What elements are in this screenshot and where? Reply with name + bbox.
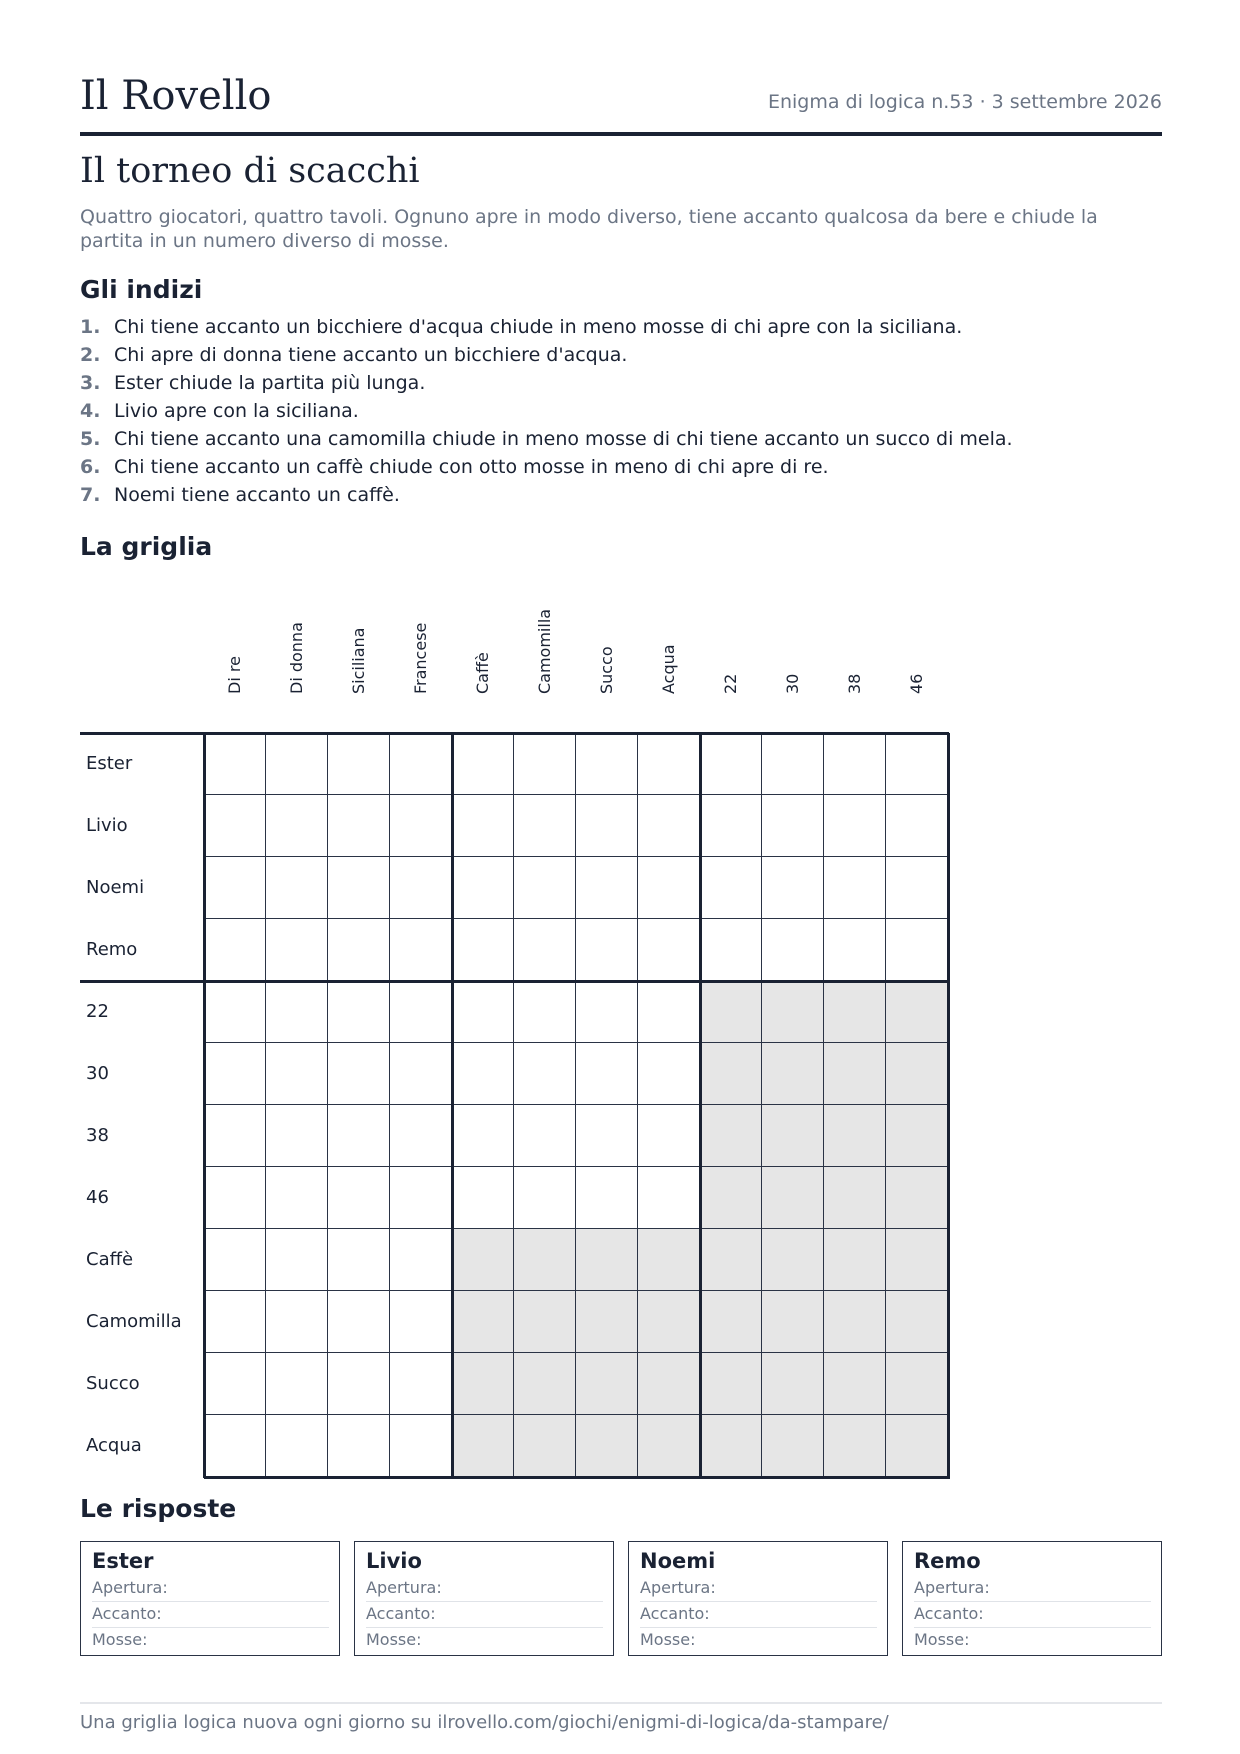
grid-cell[interactable] [452,1105,514,1167]
grid-row-label: Remo [86,939,138,960]
grid-column-header [390,570,452,722]
grid-row-header [80,1291,204,1353]
grid-block-rule [947,733,950,1478]
masthead [80,70,1162,136]
grid-cell[interactable] [514,1291,576,1353]
grid-cell[interactable] [514,1415,576,1477]
brand-title: Il Rovello [80,73,272,119]
grid-cell[interactable] [886,919,948,981]
grid-cell[interactable] [638,733,700,795]
grid-cell[interactable] [266,1353,328,1415]
grid-cell[interactable] [452,1353,514,1415]
grid-cell[interactable] [576,1353,638,1415]
grid-cell[interactable] [514,1167,576,1229]
grid-cell[interactable] [514,919,576,981]
grid-cell[interactable] [700,795,762,857]
grid-cell[interactable] [576,1105,638,1167]
clue-number: 6. [80,456,101,478]
grid-cell[interactable] [700,981,762,1043]
grid-cell[interactable] [514,1043,576,1105]
clue-item [80,397,1162,425]
grid-row-label: Succo [86,1373,140,1394]
footer-note: Una griglia logica nuova ogni giorno su ilrovello.com/giochi/enigmi-di-logica/da-stampare/ [80,1702,1162,1734]
grid-cell[interactable] [700,1229,762,1291]
grid-column-label: 22 [721,673,740,694]
grid-cell[interactable] [762,981,824,1043]
grid-cell[interactable] [452,857,514,919]
grid-cell[interactable] [514,1229,576,1291]
grid-cell[interactable] [452,795,514,857]
grid-cell[interactable] [576,1167,638,1229]
grid-cell[interactable] [328,857,390,919]
grid-column-label: Succo [597,646,616,694]
grid-cell[interactable] [204,1043,266,1105]
grid-cell[interactable] [700,1167,762,1229]
grid-column-header [266,570,328,722]
grid-heading: La griglia [80,532,213,561]
grid-cell[interactable] [700,1353,762,1415]
answer-field[interactable]: Apertura: [640,1576,877,1602]
grid-row-header [80,981,204,1043]
grid-cell[interactable] [700,733,762,795]
grid-cell[interactable] [886,857,948,919]
answer-card [354,1541,614,1656]
answer-field[interactable]: Mosse: [914,1630,970,1649]
answer-card [902,1541,1162,1656]
grid-column-label: Siciliana [349,627,368,694]
answer-player-name: Noemi [640,1549,716,1573]
grid-cell[interactable] [824,919,886,981]
grid-cell[interactable] [824,1043,886,1105]
grid-cell[interactable] [886,1291,948,1353]
answer-field[interactable]: Mosse: [640,1630,696,1649]
clue-number: 7. [80,484,101,506]
clue-text: Chi apre di donna tiene accanto un bicchiere d'acqua. [114,344,628,366]
grid-cell[interactable] [824,1415,886,1477]
grid-cell[interactable] [266,981,328,1043]
answer-field[interactable]: Mosse: [366,1630,422,1649]
grid-cell[interactable] [762,919,824,981]
grid-cell[interactable] [204,1229,266,1291]
grid-cell[interactable] [824,1229,886,1291]
grid-cell[interactable] [266,733,328,795]
grid-cell[interactable] [390,1229,452,1291]
grid-cell[interactable] [266,1105,328,1167]
grid-cell[interactable] [576,981,638,1043]
grid-column-header [824,570,886,722]
grid-column-header [514,570,576,722]
grid-column-header [762,570,824,722]
grid-cell[interactable] [328,1353,390,1415]
grid-cell[interactable] [886,1105,948,1167]
grid-cell[interactable] [576,795,638,857]
grid-cell[interactable] [328,919,390,981]
clue-number: 3. [80,372,101,394]
grid-cell[interactable] [514,795,576,857]
grid-cell[interactable] [204,733,266,795]
answer-card [628,1541,888,1656]
grid-block-rule [80,732,949,735]
grid-cell[interactable] [266,1167,328,1229]
answer-player-name: Remo [914,1549,981,1573]
answers-heading: Le risposte [80,1494,237,1523]
grid-cell[interactable] [700,1043,762,1105]
clue-text: Chi tiene accanto una camomilla chiude in meno mosse di chi tiene accanto un succo di mela. [114,428,1013,450]
answer-field[interactable]: Accanto: [640,1602,877,1628]
grid-cell[interactable] [824,795,886,857]
grid-row-header [80,919,204,981]
grid-cell[interactable] [886,981,948,1043]
grid-cell[interactable] [638,1291,700,1353]
clue-item [80,425,1162,453]
grid-cell[interactable] [266,1291,328,1353]
grid-cell[interactable] [452,919,514,981]
grid-row-label: Livio [86,815,128,836]
answer-field[interactable]: Apertura: [366,1576,603,1602]
clue-text: Livio apre con la siciliana. [114,400,359,422]
clue-item [80,369,1162,397]
answer-field[interactable]: Accanto: [92,1602,329,1628]
grid-column-header [452,570,514,722]
grid-block-rule [204,1476,950,1479]
grid-cell[interactable] [452,1291,514,1353]
clue-number: 4. [80,400,101,422]
grid-cell[interactable] [576,1291,638,1353]
grid-cell[interactable] [328,1229,390,1291]
answers-section [80,1541,1162,1658]
puzzle-intro: Quattro giocatori, quattro tavoli. Ognuno apre in modo diverso, tiene accanto qualcosa da bere e chiude la partita in un numero diverso di mosse. [80,206,1098,252]
grid-cell[interactable] [328,1167,390,1229]
grid-cell[interactable] [638,1415,700,1477]
clue-item [80,481,1162,509]
grid-cell[interactable] [762,1353,824,1415]
grid-cell[interactable] [824,981,886,1043]
grid-row-label: 22 [86,1001,109,1022]
grid-cell[interactable] [266,1043,328,1105]
grid-block-rule [80,980,949,983]
grid-column-label: Camomilla [535,608,554,694]
grid-column-label: Di re [225,656,244,694]
grid-cell[interactable] [328,1291,390,1353]
grid-cell[interactable] [514,981,576,1043]
grid-cell[interactable] [762,1167,824,1229]
grid-cell[interactable] [700,1291,762,1353]
grid-cell[interactable] [390,857,452,919]
grid-row-header [80,1167,204,1229]
issue-info: Enigma di logica n.53 · 3 settembre 2026 [767,91,1162,113]
grid-cell[interactable] [390,981,452,1043]
grid-cell[interactable] [390,1291,452,1353]
grid-row-header [80,1105,204,1167]
grid-column-label: 38 [845,673,864,694]
grid-cell[interactable] [638,795,700,857]
grid-cell[interactable] [576,1043,638,1105]
grid-cell[interactable] [390,1415,452,1477]
grid-block-rule [203,733,206,1478]
clue-item [80,341,1162,369]
clue-text: Ester chiude la partita più lunga. [114,372,426,394]
grid-cell[interactable] [514,1353,576,1415]
grid-cell[interactable] [390,795,452,857]
grid-column-header [576,570,638,722]
answer-field[interactable]: Accanto: [366,1602,603,1628]
grid-cell[interactable] [514,1105,576,1167]
grid-cell[interactable] [638,1105,700,1167]
grid-cell[interactable] [700,1105,762,1167]
grid-column-header [886,570,948,722]
grid-cell[interactable] [638,1353,700,1415]
grid-cell[interactable] [638,1043,700,1105]
grid-cell[interactable] [886,1415,948,1477]
grid-cell[interactable] [328,1043,390,1105]
clue-text: Chi tiene accanto un caffè chiude con otto mosse in meno di chi apre di re. [114,456,829,478]
grid-column-header [204,570,266,722]
clue-number: 5. [80,428,101,450]
clue-text: Noemi tiene accanto un caffè. [114,484,400,506]
grid-cell[interactable] [638,981,700,1043]
grid-cell[interactable] [886,1229,948,1291]
grid-cell[interactable] [328,1415,390,1477]
grid-row-label: Camomilla [86,1311,182,1332]
grid-cell[interactable] [638,919,700,981]
grid-cell[interactable] [638,1229,700,1291]
grid-row-label: Ester [86,753,133,774]
grid-cell[interactable] [266,857,328,919]
grid-cell[interactable] [204,1105,266,1167]
grid-cell[interactable] [204,795,266,857]
grid-row-label: Noemi [86,877,145,898]
grid-cell[interactable] [762,1291,824,1353]
grid-cell[interactable] [452,1415,514,1477]
grid-cell[interactable] [204,981,266,1043]
grid-cell[interactable] [638,857,700,919]
grid-row-label: 38 [86,1125,109,1146]
grid-column-label: Acqua [659,644,678,694]
grid-cell[interactable] [514,733,576,795]
clues-heading: Gli indizi [80,275,203,304]
grid-cell[interactable] [762,733,824,795]
answer-player-name: Ester [92,1549,154,1573]
grid-column-label: 46 [907,673,926,694]
grid-cell[interactable] [886,1353,948,1415]
grid-cell[interactable] [886,1043,948,1105]
grid-row-header [80,795,204,857]
grid-row-header [80,1043,204,1105]
grid-cell[interactable] [762,1105,824,1167]
grid-cell[interactable] [266,1415,328,1477]
grid-cell[interactable] [266,919,328,981]
answer-card [80,1541,340,1656]
clue-number: 2. [80,344,101,366]
answer-field[interactable]: Apertura: [92,1576,329,1602]
grid-cell[interactable] [576,1415,638,1477]
grid-cell[interactable] [328,795,390,857]
grid-column-header [700,570,762,722]
grid-cell[interactable] [824,1105,886,1167]
grid-cell[interactable] [762,857,824,919]
grid-cell[interactable] [576,857,638,919]
grid-row-header [80,857,204,919]
grid-row-label: Caffè [86,1249,134,1270]
grid-cell[interactable] [390,1167,452,1229]
answer-player-name: Livio [366,1549,422,1573]
clue-text: Chi tiene accanto un bicchiere d'acqua chiude in meno mosse di chi apre con la siciliana. [114,316,963,338]
grid-cell[interactable] [762,795,824,857]
grid-cell[interactable] [328,733,390,795]
grid-column-header [638,570,700,722]
grid-cell[interactable] [204,1167,266,1229]
grid-cell[interactable] [576,733,638,795]
clues-list [80,313,1162,509]
grid-cell[interactable] [886,795,948,857]
clue-number: 1. [80,316,101,338]
grid-cell[interactable] [452,733,514,795]
grid-row-header [80,1415,204,1477]
grid-cell[interactable] [390,1043,452,1105]
grid-cell[interactable] [452,1043,514,1105]
grid-cell[interactable] [824,1291,886,1353]
grid-block-rule [699,733,702,1478]
grid-column-header [328,570,390,722]
grid-cell[interactable] [390,1105,452,1167]
grid-block-rule [451,733,454,1478]
grid-row-label: 46 [86,1187,109,1208]
grid-cell[interactable] [204,1415,266,1477]
grid-cell[interactable] [886,733,948,795]
clue-item [80,453,1162,481]
grid-column-label: Francese [411,622,430,694]
grid-cell[interactable] [452,1229,514,1291]
grid-cell[interactable] [204,919,266,981]
grid-cell[interactable] [886,1167,948,1229]
grid-cell[interactable] [824,1353,886,1415]
grid-cell[interactable] [700,1415,762,1477]
grid-cell[interactable] [452,1167,514,1229]
answer-field[interactable]: Mosse: [92,1630,148,1649]
grid-row-header [80,733,204,795]
clue-item [80,313,1162,341]
grid-cell[interactable] [576,919,638,981]
answer-field[interactable]: Accanto: [914,1602,1151,1628]
grid-cell[interactable] [824,733,886,795]
grid-cell[interactable] [824,857,886,919]
grid-row-label: Acqua [86,1435,142,1456]
grid-cell[interactable] [576,1229,638,1291]
grid-cell[interactable] [762,1415,824,1477]
grid-cell[interactable] [266,1229,328,1291]
grid-cell[interactable] [204,1353,266,1415]
grid-cell[interactable] [638,1167,700,1229]
grid-cell[interactable] [390,1353,452,1415]
grid-row-label: 30 [86,1063,109,1084]
grid-cell[interactable] [390,733,452,795]
grid-cell[interactable] [204,1291,266,1353]
grid-cell[interactable] [700,919,762,981]
grid-row-header [80,1353,204,1415]
grid-cell[interactable] [266,795,328,857]
grid-cell[interactable] [204,857,266,919]
grid-cell[interactable] [328,981,390,1043]
answer-field[interactable]: Apertura: [914,1576,1151,1602]
grid-cell[interactable] [390,919,452,981]
grid-column-label: 30 [783,673,802,694]
grid-cell[interactable] [762,1043,824,1105]
grid-column-label: Caffè [473,652,492,694]
grid-cell[interactable] [514,857,576,919]
grid-cell[interactable] [700,857,762,919]
grid-row-header [80,1229,204,1291]
grid-cell[interactable] [824,1167,886,1229]
grid-cell[interactable] [328,1105,390,1167]
puzzle-title: Il torneo di scacchi [80,151,420,191]
grid-cell[interactable] [452,981,514,1043]
logic-grid [80,570,950,1480]
grid-column-label: Di donna [287,622,306,694]
grid-cell[interactable] [762,1229,824,1291]
